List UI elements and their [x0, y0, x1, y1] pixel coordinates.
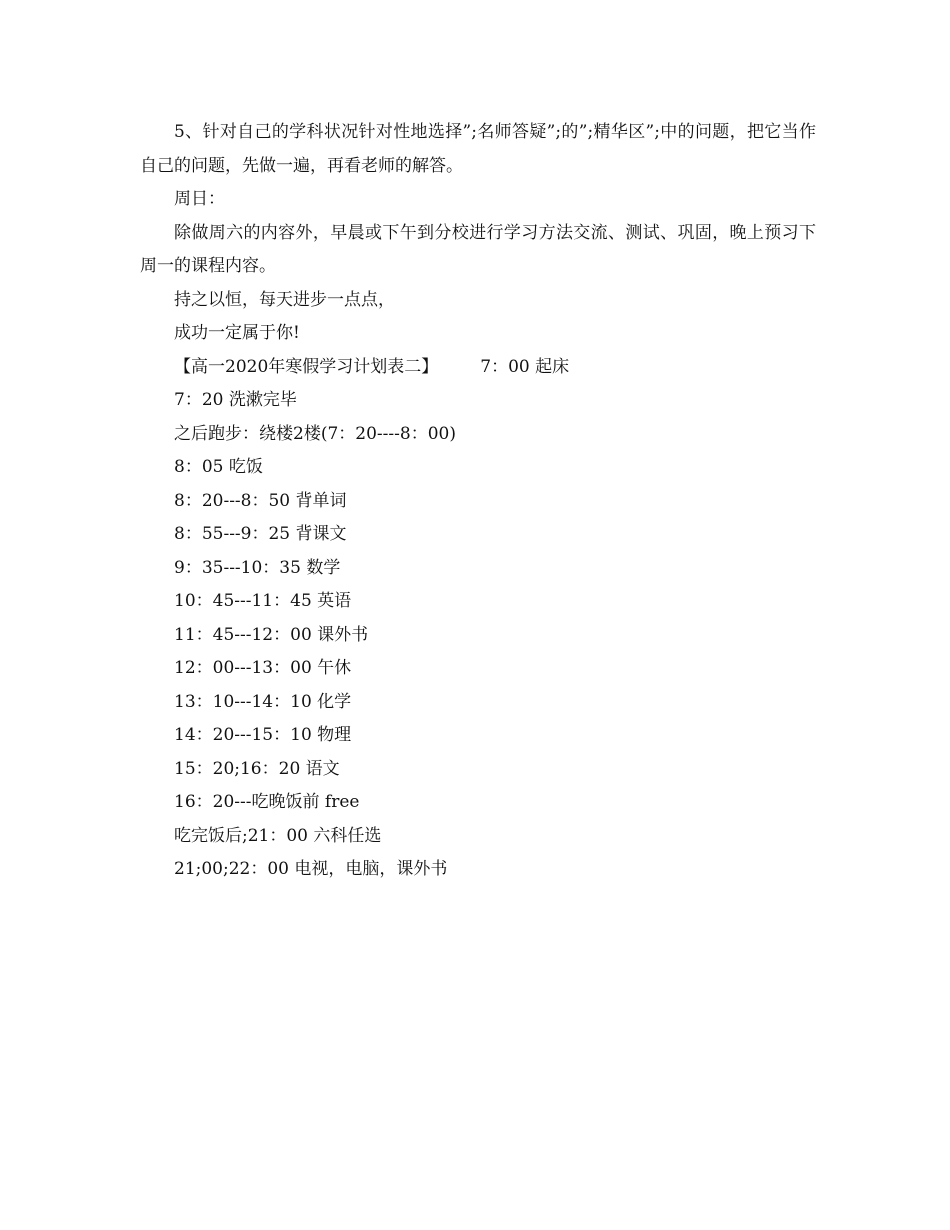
schedule-item: 8：55---9：25 背课文: [174, 524, 347, 544]
schedule-item: 12：00---13：00 午休: [174, 658, 352, 678]
paragraph-motto-1: 持之以恒，每天进步一点点，: [174, 289, 395, 310]
schedule-heading-line: [140, 351, 816, 385]
schedule-item: 之后跑步：绕楼2楼(7：20----8：00): [174, 423, 456, 444]
paragraph-sunday-label: 周日：: [174, 189, 225, 209]
paragraph-motto-2: 成功一定属于你!: [174, 323, 300, 343]
schedule-item-first: 7：00 起床: [480, 356, 570, 377]
schedule-item: 8：20---8：50 背单词: [174, 490, 347, 511]
schedule-heading: 【高一2020年寒假学习计划表二】: [174, 356, 439, 377]
document-body: [140, 116, 816, 887]
schedule-item: 7：20 洗漱完毕: [174, 390, 297, 410]
schedule-item: 吃完饭后;21：00 六科任选: [174, 825, 382, 846]
schedule-item: 13：10---14：10 化学: [174, 691, 352, 712]
schedule-item: 8：05 吃饭: [174, 457, 263, 477]
schedule-item: 21;00;22：00 电视，电脑，课外书: [174, 859, 448, 879]
schedule-item: 15：20;16：20 语文: [174, 758, 340, 779]
schedule-item: 10：45---11：45 英语: [174, 591, 352, 611]
schedule-item: 11：45---12：00 课外书: [174, 624, 369, 645]
schedule-item: 14：20---15：10 物理: [174, 725, 352, 745]
paragraph-sunday-plan: 除做周六的内容外，早晨或下午到分校进行学习方法交流、测试、巩固，晚上预习下周一的课程内容。: [140, 222, 816, 276]
schedule-item: 9：35---10：35 数学: [174, 557, 341, 578]
schedule-item: 16：20---吃晚饭前 free: [174, 792, 360, 812]
paragraph-tip-5: 5、针对自己的学科状况针对性地选择”;名师答疑”;的”;精华区”;中的问题，把它当作自己的问题，先做一遍，再看老师的解答。: [140, 122, 816, 176]
